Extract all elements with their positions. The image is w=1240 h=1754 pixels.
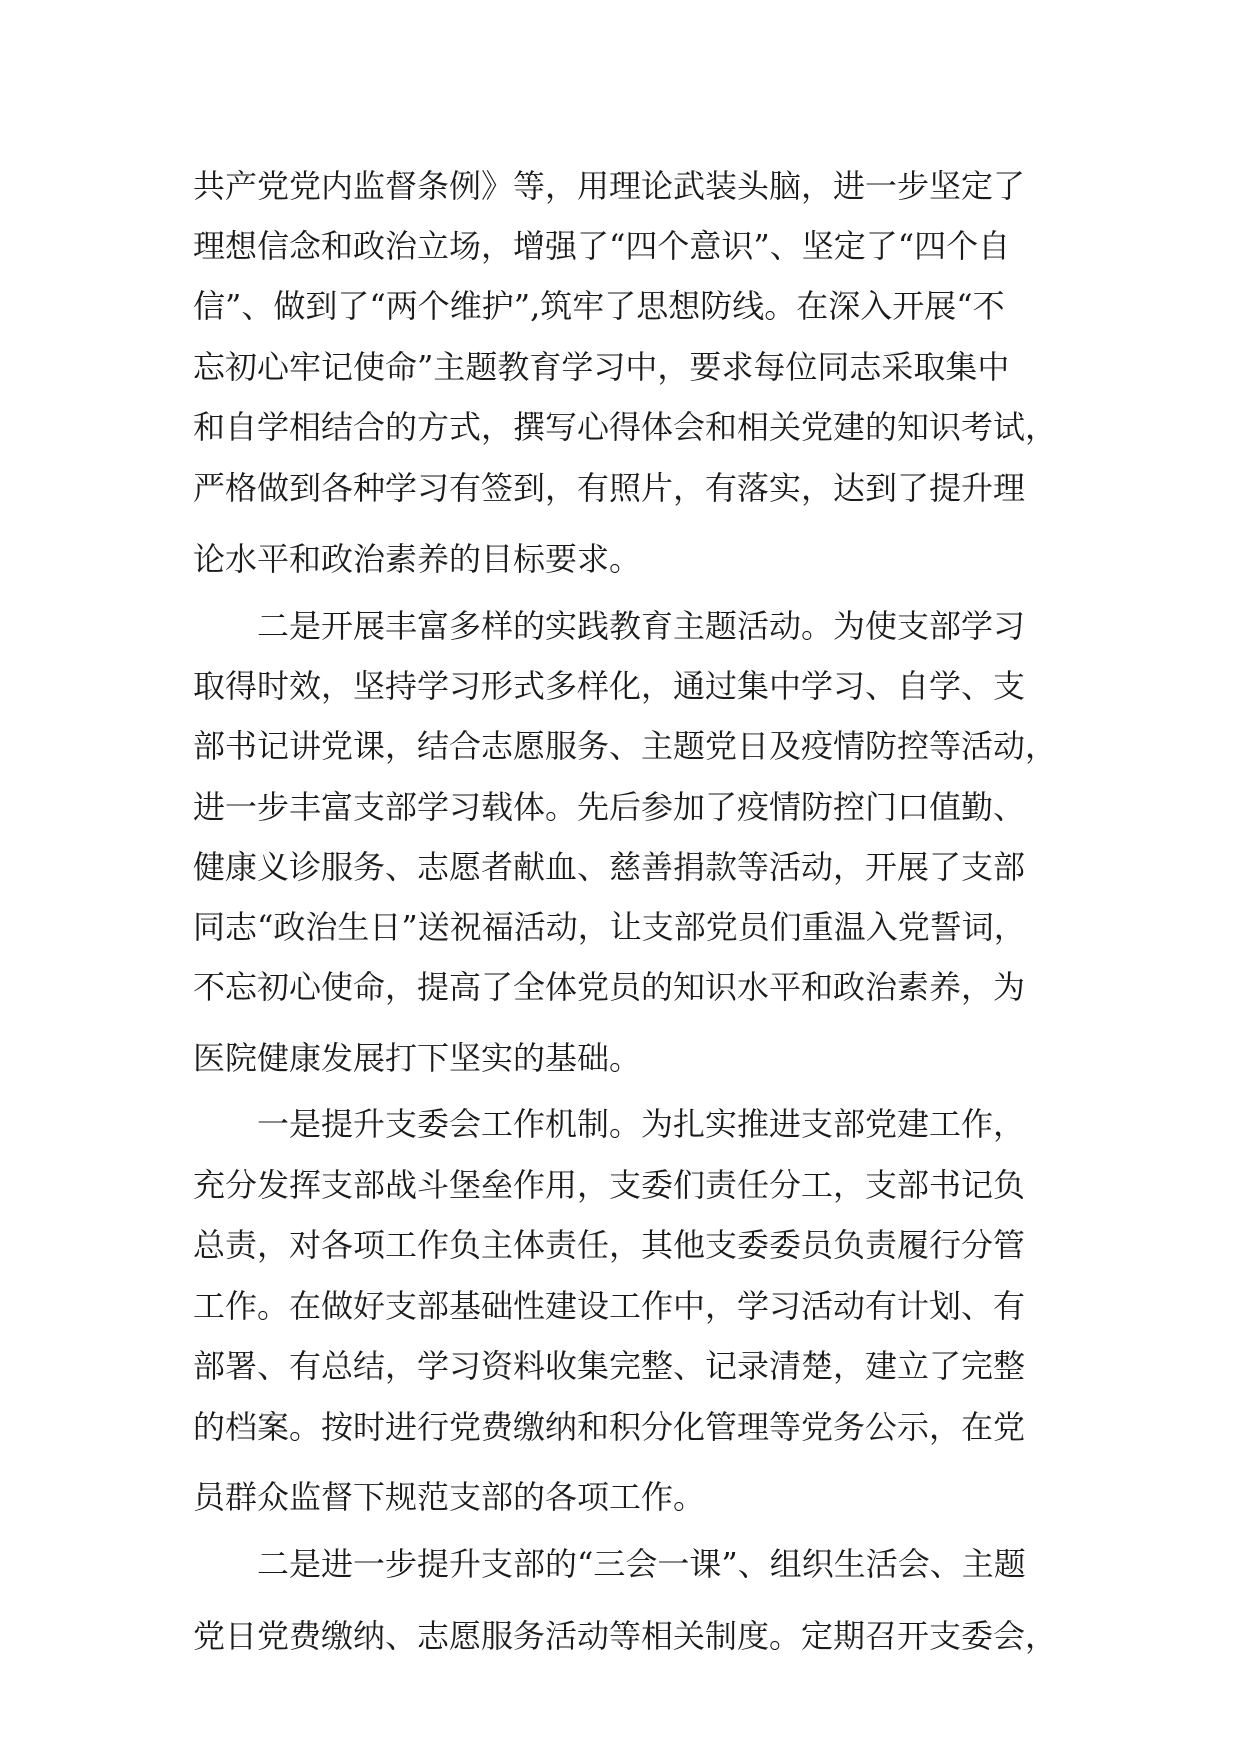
text-line: 同志“政治生日”送祝福活动，让支部党员们重温入党誓词， xyxy=(193,908,1026,946)
text-line: 和自学相结合的方式，撰写心得体会和相关党建的知识考试， xyxy=(193,408,1058,446)
text-line: 忘初心牢记使命”主题教育学习中，要求每位同志采取集中 xyxy=(193,348,1010,386)
text-line: 党日党费缴纳、志愿服务活动等相关制度。定期召开支委会， xyxy=(193,1617,1058,1655)
paragraph-start-line: 二是进一步提升支部的“三会一课”、组织生活会、主题 xyxy=(193,1545,1026,1583)
text-line: 部书记讲党课，结合志愿服务、主题党日及疫情防控等活动， xyxy=(193,727,1058,765)
text-line: 不忘初心使命，提高了全体党员的知识水平和政治素养，为 xyxy=(193,968,1026,1006)
text-line: 部署、有总结，学习资料收集完整、记录清楚，建立了完整 xyxy=(193,1347,1026,1385)
text-line: 总责，对各项工作负主体责任，其他支委委员负责履行分管 xyxy=(193,1226,1026,1264)
text-line: 共产党党内监督条例》等，用理论武装头脑，进一步坚定了 xyxy=(193,167,1026,205)
text-line: 进一步丰富支部学习载体。先后参加了疫情防控门口值勤、 xyxy=(193,788,1026,826)
text-line: 严格做到各种学习有签到，有照片，有落实，达到了提升理 xyxy=(193,469,1026,507)
text-line: 的档案。按时进行党费缴纳和积分化管理等党务公示，在党 xyxy=(193,1408,1026,1446)
paragraph-start-line: 一是提升支委会工作机制。为扎实推进支部党建工作， xyxy=(193,1105,1026,1143)
text-line: 工作。在做好支部基础性建设工作中，学习活动有计划、有 xyxy=(193,1287,1026,1325)
text-line: 医院健康发展打下坚实的基础。 xyxy=(193,1039,642,1077)
text-line: 员群众监督下规范支部的各项工作。 xyxy=(193,1478,706,1516)
text-line: 论水平和政治素养的目标要求。 xyxy=(193,540,642,578)
paragraph-start-line: 二是开展丰富多样的实践教育主题活动。为使支部学习 xyxy=(193,607,1026,645)
text-line: 取得时效，坚持学习形式多样化，通过集中学习、自学、支 xyxy=(193,667,1026,705)
text-line: 健康义诊服务、志愿者献血、慈善捐款等活动，开展了支部 xyxy=(193,848,1026,886)
text-line: 理想信念和政治立场，增强了“四个意识”、坚定了“四个自 xyxy=(193,227,1011,265)
text-line: 信”、做到了“两个维护”,筑牢了思想防线。在深入开展“不 xyxy=(193,287,1005,325)
text-line: 充分发挥支部战斗堡垒作用，支委们责任分工，支部书记负 xyxy=(193,1166,1026,1204)
